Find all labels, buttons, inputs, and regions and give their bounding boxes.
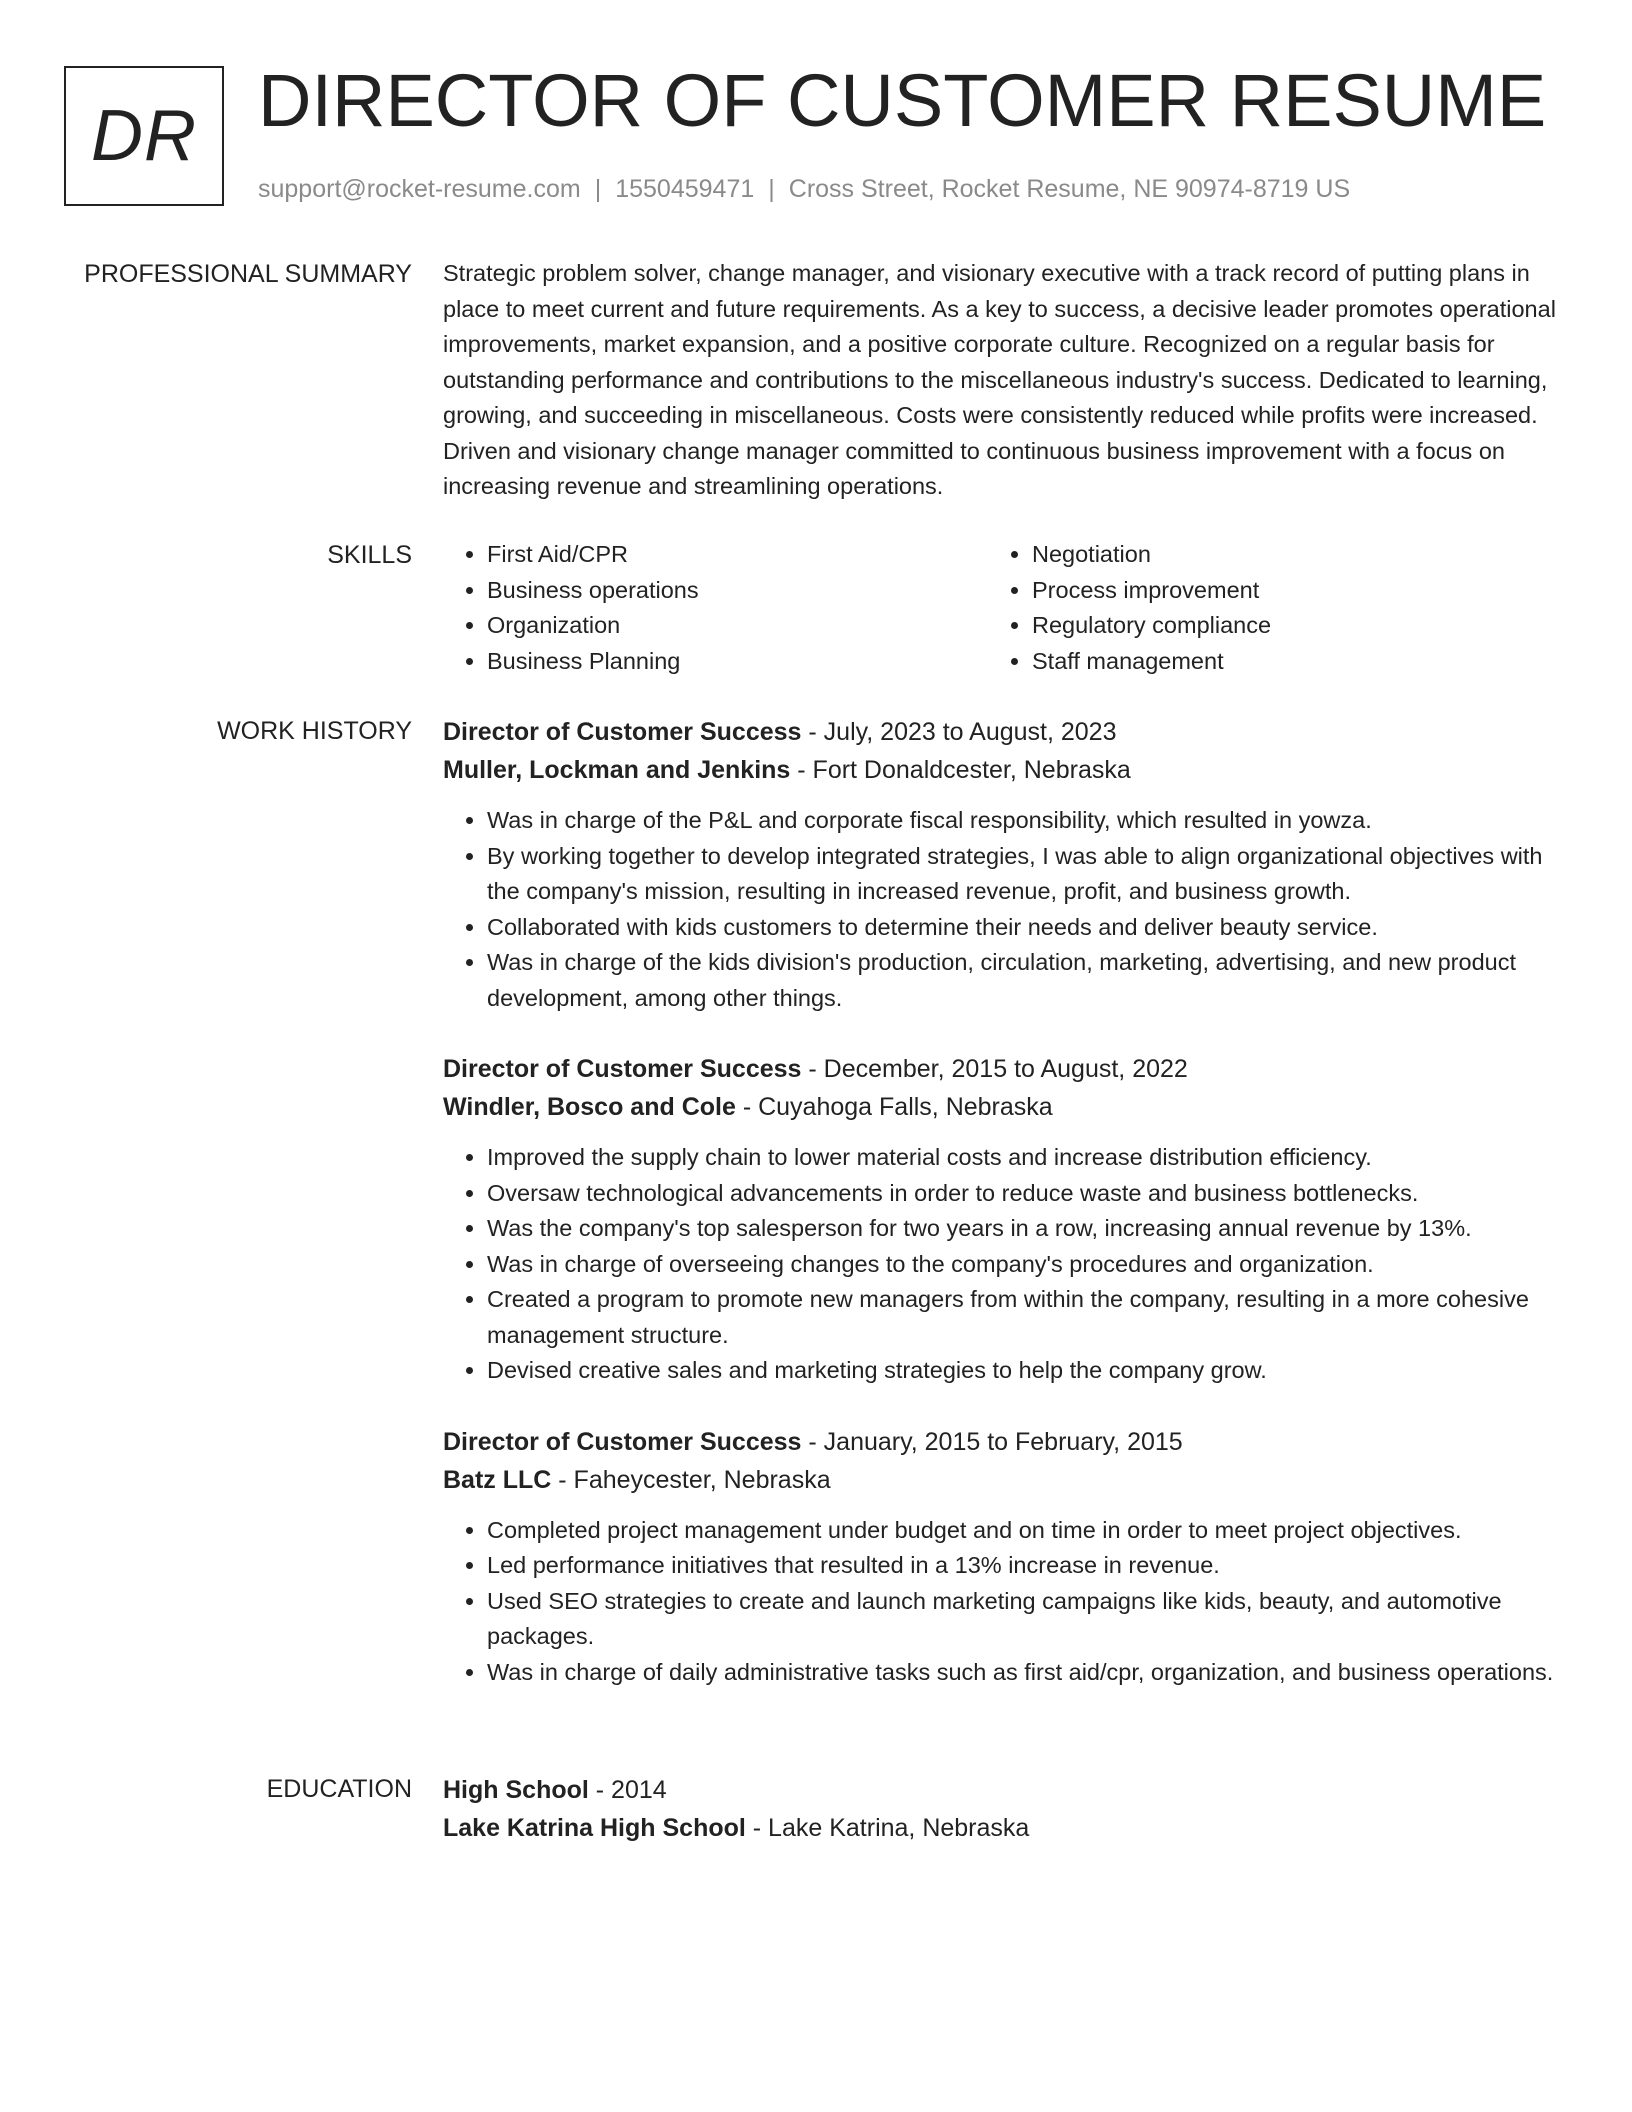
- skill-item: • Organization: [487, 608, 988, 644]
- summary-body: [443, 256, 1563, 505]
- job-bullet: • Collaborated with kids customers to determine their needs and deliver beauty service.: [487, 910, 1563, 946]
- job-entry: [443, 1050, 1563, 1389]
- skills-column-left: [443, 537, 988, 679]
- job-bullet: • Created a program to promote new managers from within the company, resulting in a more cohesive management structure.: [487, 1282, 1563, 1353]
- contact-address: Cross Street, Rocket Resume, NE 90974-8719 US: [788, 175, 1351, 203]
- job-bullet: • Devised creative sales and marketing strategies to help the company grow.: [487, 1353, 1563, 1389]
- job-dates: - July, 2023 to August, 2023: [801, 718, 1117, 746]
- job-bullet: • Used SEO strategies to create and launch marketing campaigns like kids, beauty, and automotive packages.: [487, 1584, 1563, 1655]
- education-body: [443, 1771, 1563, 1847]
- skills-list-right: [988, 537, 1533, 679]
- job-bullet: • Was in charge of the P&L and corporate fiscal responsibility, which resulted in yowza.: [487, 803, 1563, 839]
- job-bullets: [443, 803, 1563, 1016]
- job-bullet: • Completed project management under budget and on time in order to meet project objectives.: [487, 1513, 1563, 1549]
- contact-line: [258, 172, 1350, 206]
- job-dates: - December, 2015 to August, 2022: [801, 1055, 1188, 1083]
- education-degree: High School: [443, 1776, 589, 1804]
- job-company: Windler, Bosco and Cole: [443, 1093, 736, 1121]
- job-location: - Cuyahoga Falls, Nebraska: [735, 1093, 1053, 1121]
- contact-separator: |: [594, 175, 602, 203]
- skill-item: • Staff management: [1032, 644, 1533, 680]
- skills-grid: [443, 537, 1563, 679]
- skill-item: • Regulatory compliance: [1032, 608, 1533, 644]
- section-label-education: EDUCATION: [266, 1775, 412, 1803]
- job-company-line: [443, 751, 1563, 789]
- job-company: Muller, Lockman and Jenkins: [443, 756, 791, 784]
- job-entry: [443, 713, 1563, 1016]
- section-label-skills: SKILLS: [327, 541, 412, 569]
- skill-item: • Business Planning: [487, 644, 988, 680]
- skill-item: • Negotiation: [1032, 537, 1533, 573]
- skills-column-right: [988, 537, 1533, 679]
- job-bullet: • Was in charge of the kids division's production, circulation, marketing, advertising, and new product development, among other things.: [487, 945, 1563, 1016]
- education-year: - 2014: [588, 1776, 667, 1804]
- job-title-line: [443, 1050, 1563, 1088]
- section-label-summary: PROFESSIONAL SUMMARY: [84, 260, 412, 288]
- job-bullet: • Was in charge of overseeing changes to the company's procedures and organization.: [487, 1247, 1563, 1283]
- job-company: Batz LLC: [443, 1465, 552, 1494]
- education-degree-line: [443, 1771, 1563, 1809]
- job-bullets: [443, 1140, 1563, 1389]
- job-bullet: • Oversaw technological advancements in order to reduce waste and business bottlenecks.: [487, 1176, 1563, 1212]
- summary-text: Strategic problem solver, change manager, and visionary executive with a track record of putting plans in place to meet current and future requirements. As a key to success, a decisive leader promotes operational improvements, market expansion, and a positive corporate culture. Recognized on a regular basis for outstanding performance and contributions to the miscellaneous industry's success. Dedicated to learning, growing, and succeeding in miscellaneous. Costs were consistently reduced while profits were increased. Driven and visionary change manager committed to continuous business improvement with a focus on increasing revenue and streamlining operations.: [443, 260, 1556, 499]
- job-title-line: [443, 713, 1563, 751]
- job-title: Director of Customer Success: [443, 1427, 802, 1456]
- skills-body: [443, 537, 1563, 679]
- monogram-initials: DR: [91, 96, 197, 176]
- job-entry: [443, 1423, 1563, 1691]
- job-bullets: [443, 1513, 1563, 1691]
- work-history-body: [443, 713, 1563, 1724]
- section-label-work-history: WORK HISTORY: [217, 717, 412, 745]
- skill-item: • First Aid/CPR: [487, 537, 988, 573]
- skill-item: • Process improvement: [1032, 573, 1533, 609]
- resume-title: DIRECTOR OF CUSTOMER RESUME: [258, 59, 1547, 142]
- education-location: - Lake Katrina, Nebraska: [745, 1814, 1030, 1842]
- job-bullet: • Was the company's top salesperson for two years in a row, increasing annual revenue by 13%.: [487, 1211, 1563, 1247]
- job-bullet: • Was in charge of daily administrative tasks such as first aid/cpr, organization, and business operations.: [487, 1655, 1563, 1691]
- education-school-line: [443, 1809, 1563, 1847]
- job-bullet: • Improved the supply chain to lower material costs and increase distribution efficiency.: [487, 1140, 1563, 1176]
- job-location: - Faheycester, Nebraska: [551, 1465, 831, 1494]
- job-dates: - January, 2015 to February, 2015: [801, 1427, 1183, 1456]
- skills-list-left: [443, 537, 988, 679]
- job-bullet: • By working together to develop integrated strategies, I was able to align organizational objectives with the company's mission, resulting in increased revenue, profit, and business growth.: [487, 839, 1563, 910]
- job-bullet: • Led performance initiatives that resulted in a 13% increase in revenue.: [487, 1548, 1563, 1584]
- contact-separator: |: [768, 175, 775, 203]
- job-company-line: [443, 1461, 1563, 1499]
- job-title: Director of Customer Success: [443, 1055, 802, 1083]
- job-location: - Fort Donaldcester, Nebraska: [790, 756, 1131, 784]
- contact-email[interactable]: support@rocket-resume.com: [258, 175, 581, 203]
- skill-item: • Business operations: [487, 573, 988, 609]
- job-title-line: [443, 1423, 1563, 1461]
- job-company-line: [443, 1088, 1563, 1126]
- education-school: Lake Katrina High School: [443, 1814, 746, 1842]
- contact-phone[interactable]: 1550459471: [615, 175, 755, 203]
- job-title: Director of Customer Success: [443, 718, 802, 746]
- monogram-badge: [64, 66, 224, 206]
